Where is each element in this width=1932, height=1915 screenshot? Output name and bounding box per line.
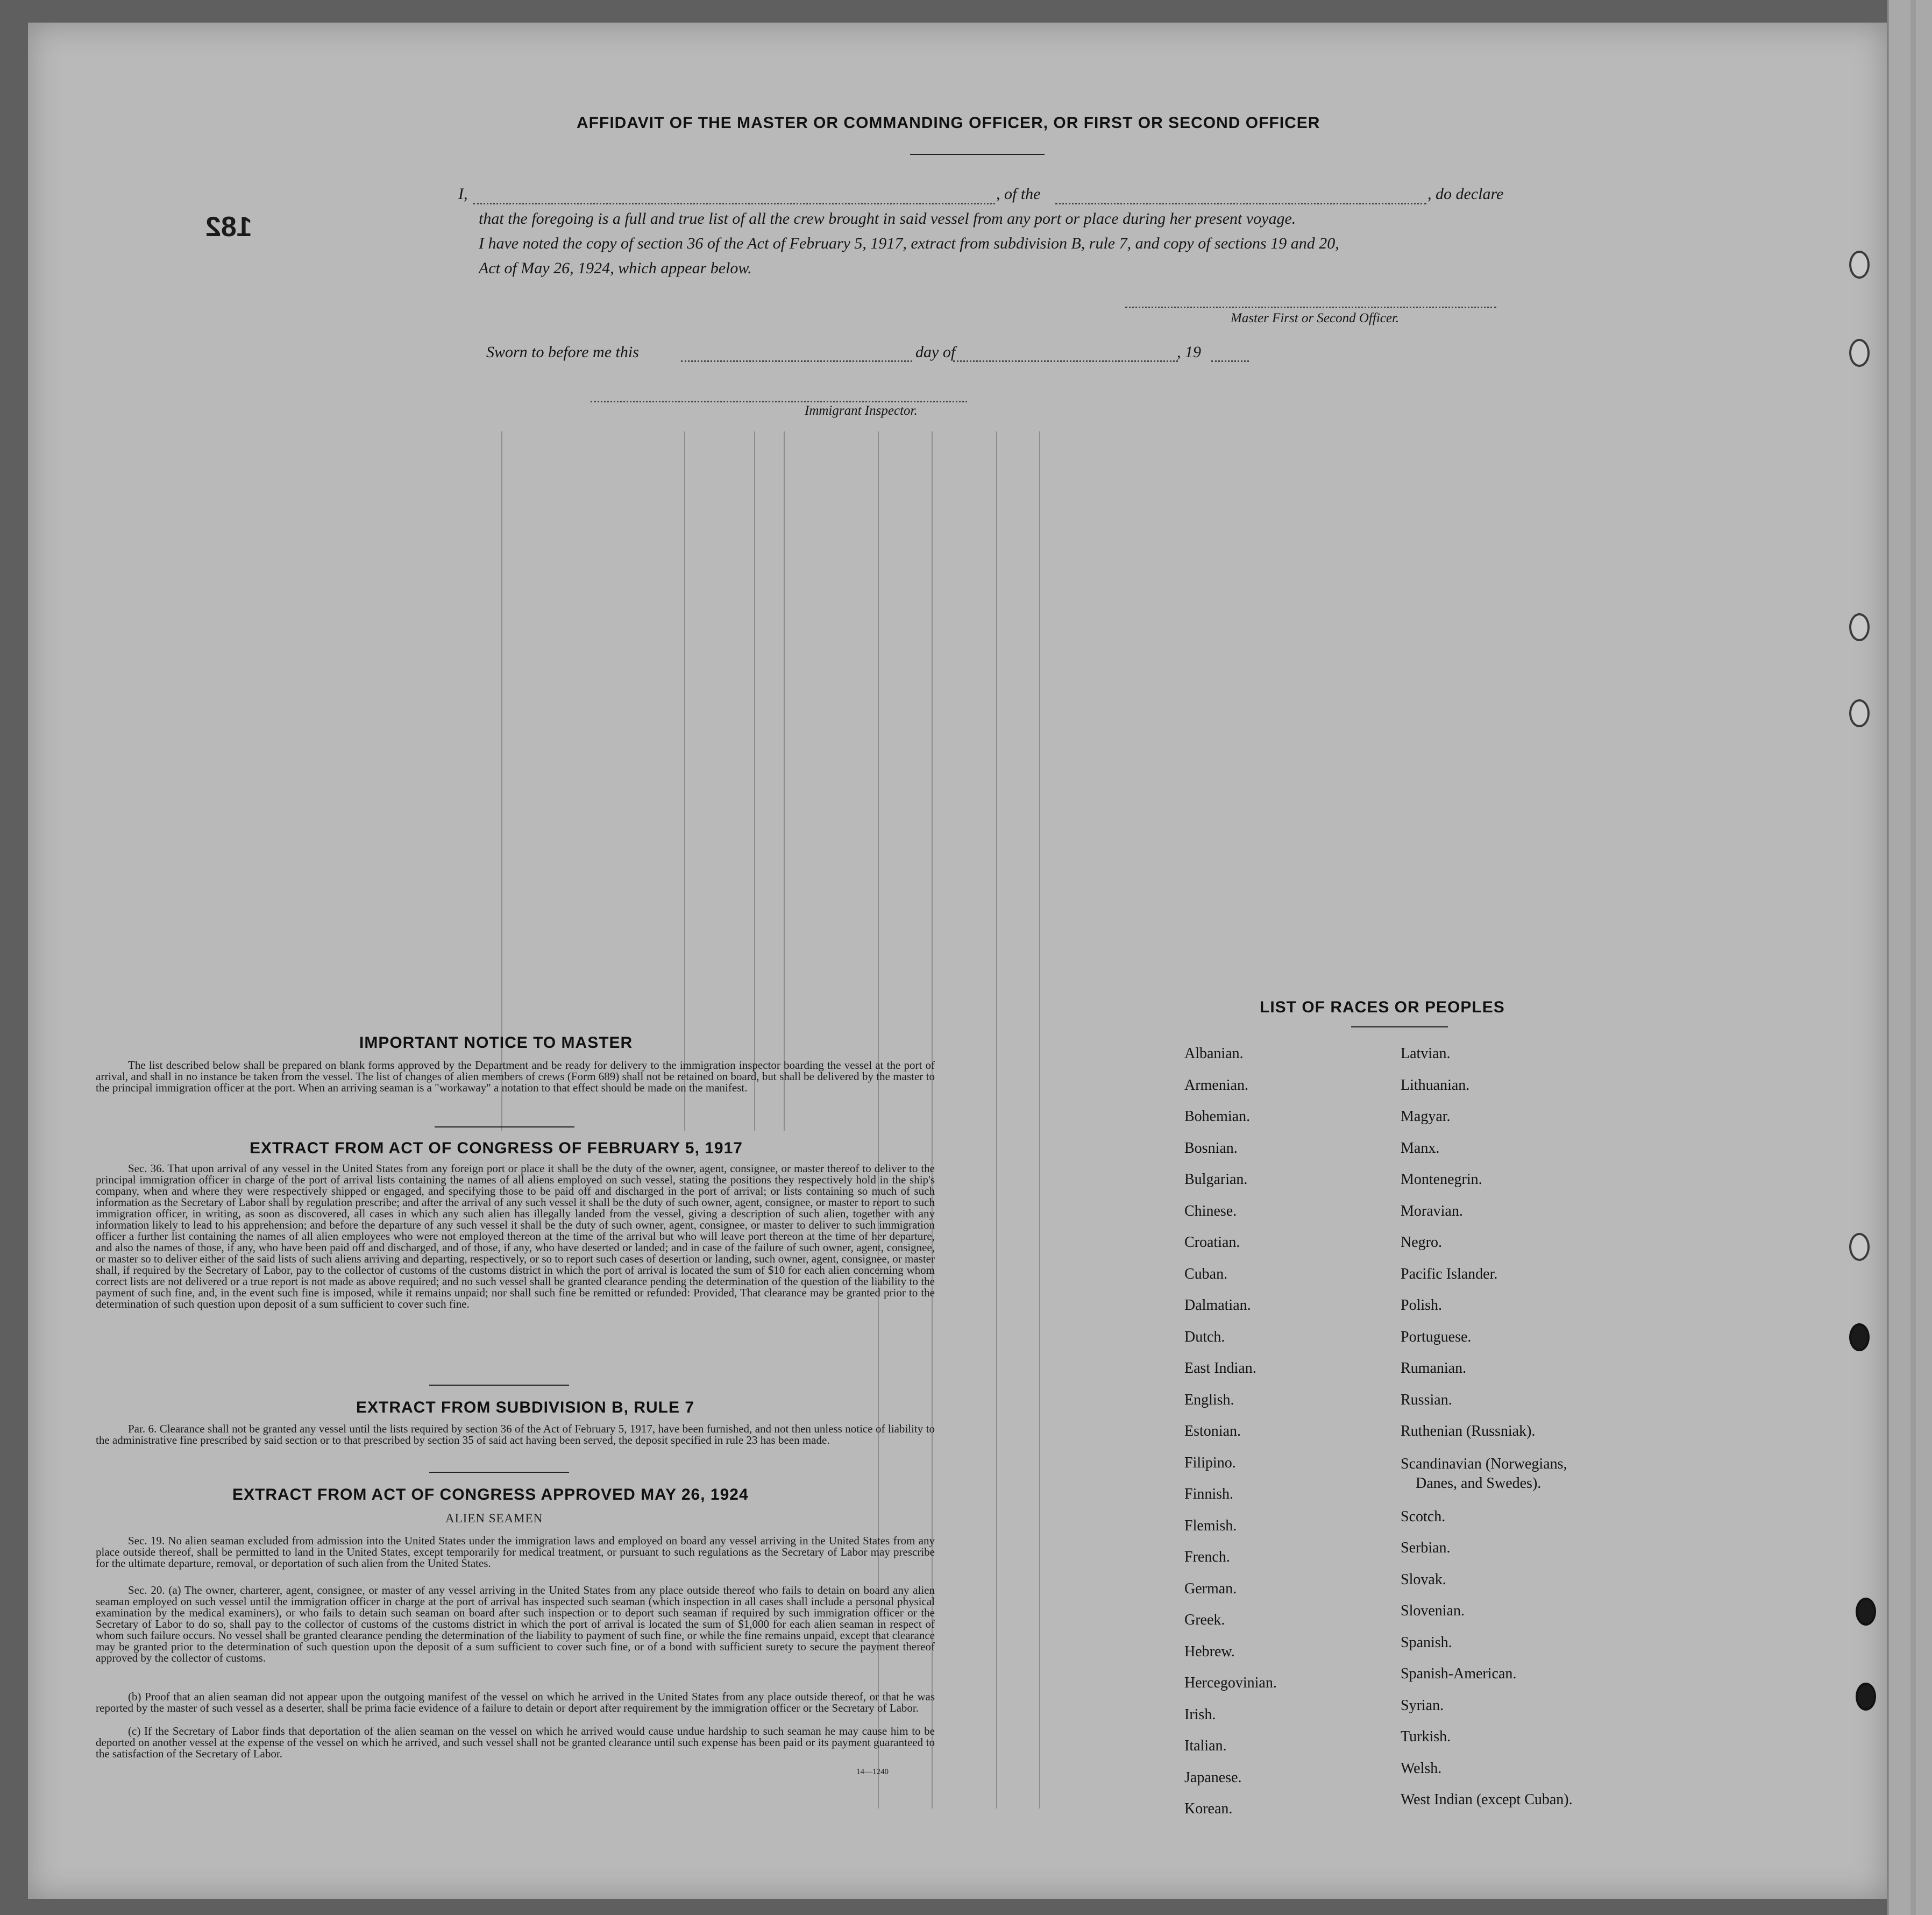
races-title: LIST OF RACES OR PEOPLES bbox=[1260, 998, 1505, 1016]
race-item: English. bbox=[1184, 1391, 1234, 1408]
document-page bbox=[28, 23, 1887, 1899]
race-item: Slovak. bbox=[1401, 1571, 1446, 1588]
race-item: Armenian. bbox=[1184, 1076, 1248, 1094]
race-item: Scotch. bbox=[1401, 1508, 1446, 1525]
race-item: Portuguese. bbox=[1401, 1328, 1472, 1345]
master-signature-label: Master First or Second Officer. bbox=[1231, 311, 1400, 325]
rule7-title: EXTRACT FROM SUBDIVISION B, RULE 7 bbox=[356, 1399, 695, 1416]
race-item: East Indian. bbox=[1184, 1360, 1256, 1377]
alien-seamen-subtitle: ALIEN SEAMEN bbox=[445, 1512, 543, 1525]
affidavit-line-4: Act of May 26, 1924, which appear below. bbox=[479, 259, 752, 277]
punch-hole bbox=[1849, 1323, 1870, 1351]
race-item: Italian. bbox=[1184, 1737, 1227, 1754]
race-item: Filipino. bbox=[1184, 1454, 1236, 1471]
race-item: Turkish. bbox=[1401, 1728, 1451, 1745]
extract-1917-text: Sec. 36. That upon arrival of any vessel in the United States from any foreign port or place it shall be the duty of the owner, agent, consignee, or master thereof to deliver to the principal immigration officer in charge of the port of arrival lists containing the names of all aliens employed on such vessel, stating the positions they respectively hold in the ship's company, when and where they were respectively shipped or engaged, and specifying those to be paid off and discharged in the port of arrival; or lists containing so much of such information as the Secretary of Labor shall by regulation prescribe; and after the arrival of any such vessel it shall be the duty of such owner, agent, consignee, or master to report to such immigration officer, in writing, as soon as discovered, all cases in which any such alien has illegally landed from the vessel, giving a description of such alien, together with any information likely to lead to his apprehension; and before the departure of any such vessel it shall be the duty of such owner, agent, consignee, or master to deliver to such immigration officer a further list containing the names of all alien employees who were not employed thereon at the time of the arrival but who will leave port thereon at the time of her departure, and also the names of those, if any, who have been paid off and discharged, and of those, if any, who have deserted or landed; and in case of the failure of such owner, agent, consignee, or master so to deliver either of the said lists of such aliens arriving and departing, respectively, or so to report such cases of desertion or landing, such owner, agent, consignee, or master shall, if required by the Secretary of Labor, pay to the collector of customs of the customs district in which the port of arrival is located the sum of $10 for each alien concerning whom correct lists are not delivered or a true report is not made as above required; and no such vessel shall be granted clearance pending the determination of the question of the liability to the payment of such fine, and, in the event such fine is imposed, while it remains unpaid; nor shall such fine be remitted or refunded: Provided, That clearance may be granted prior to the determination of such question upon deposit of a sum sufficient to cover such fine. bbox=[96, 1162, 935, 1310]
punch-hole bbox=[1849, 1233, 1870, 1261]
race-item: French. bbox=[1184, 1549, 1230, 1565]
extract-1917-title: EXTRACT FROM ACT OF CONGRESS OF FEBRUARY 5, 1917 bbox=[250, 1139, 743, 1157]
sec20b-text: (b) Proof that an alien seaman did not appear upon the outgoing manifest of the vessel on which he arrived in the United States from any place outside thereof, or that he was reported by the master of such vessel as a deserter, shall be prima facie evidence of a failure to detain or deport after requirement by the immigration officer or the Secretary of Labor. bbox=[96, 1690, 935, 1714]
race-item: Polish. bbox=[1401, 1297, 1443, 1314]
extract-1917-rule bbox=[429, 1385, 569, 1386]
race-item: Manx. bbox=[1401, 1139, 1440, 1157]
punch-hole bbox=[1849, 613, 1870, 641]
race-item: Dutch. bbox=[1184, 1328, 1225, 1345]
race-item: Serbian. bbox=[1401, 1540, 1451, 1556]
punch-hole bbox=[1856, 1683, 1876, 1711]
race-item: Scandinavian (Norwegians, bbox=[1401, 1455, 1567, 1472]
affidavit-line-3: I have noted the copy of section 36 of the Act of February 5, 1917, extract from subdivision B, rule 7, and copy of sections 19 and 20, bbox=[479, 235, 1339, 252]
race-item: Moravian. bbox=[1401, 1202, 1463, 1219]
rule7-text: Par. 6. Clearance shall not be granted any vessel until the lists required by section 36 of the Act of February 5, 1917, have been furnished, and not then unless notice of liability to the administrative fine prescribed by said section or to that prescribed by section 35 of said act having been served, the deposit specified in rule 23 has been made. bbox=[96, 1422, 935, 1446]
race-item: Ruthenian (Russniak). bbox=[1401, 1423, 1536, 1439]
race-item: Lithuanian. bbox=[1401, 1076, 1470, 1094]
race-item: Spanish-American. bbox=[1401, 1665, 1517, 1682]
rule7-rule bbox=[429, 1472, 569, 1473]
stamp-number: 182 bbox=[205, 211, 252, 243]
punch-hole bbox=[1849, 251, 1870, 279]
form-number: 14—1240 bbox=[856, 1768, 889, 1776]
inspector-signature-label: Immigrant Inspector. bbox=[805, 403, 918, 418]
affidavit-rule bbox=[910, 154, 1045, 155]
punch-hole bbox=[1849, 699, 1870, 727]
page-edge-strip bbox=[1910, 0, 1916, 1915]
races-rule bbox=[1351, 1026, 1448, 1027]
notice-title: IMPORTANT NOTICE TO MASTER bbox=[359, 1034, 633, 1052]
master-signature-line bbox=[1125, 307, 1496, 308]
sworn-label: Sworn to before me this bbox=[486, 343, 639, 361]
race-item: Syrian. bbox=[1401, 1697, 1444, 1714]
race-item: Hebrew. bbox=[1184, 1643, 1235, 1660]
sec20a-text: Sec. 20. (a) The owner, charterer, agent, consignee, or master of any vessel arriving in the United States from any place outside thereof who fails to detain on board any alien seaman employed on such vessel until the immigration officer in charge at the port of arrival has inspected such seaman (which inspection in all cases shall include a personal physical examination by the medical examiners), or who fails to detain such seaman on board after such inspection or to deport such seaman if required by such immigration officer or the Secretary of Labor to do so, shall pay to the collector of customs of the customs district in which the port of arrival is located the sum of $1,000 for each alien seaman in respect of whom such failure occurs. No vessel shall be granted clearance pending the determination of the liability to payment of such fine, or while the fine remains unpaid, except that clearance may be granted prior to the determination of such question upon the deposit of a sum sufficient to cover such fine, or of a bond with sufficient surety to secure the payment thereof approved by the collector of customs. bbox=[96, 1584, 935, 1664]
race-item: Bohemian. bbox=[1184, 1108, 1251, 1125]
race-item: Bosnian. bbox=[1184, 1139, 1238, 1157]
race-item: West Indian (except Cuban). bbox=[1401, 1791, 1573, 1808]
race-item: Slovenian. bbox=[1401, 1602, 1465, 1619]
year-label: , 19 bbox=[1177, 343, 1201, 361]
race-item: Spanish. bbox=[1401, 1634, 1452, 1651]
race-item: Albanian. bbox=[1184, 1045, 1244, 1062]
race-item: Pacific Islander. bbox=[1401, 1265, 1498, 1282]
race-item: Irish. bbox=[1184, 1706, 1216, 1723]
race-item: Negro. bbox=[1401, 1234, 1442, 1251]
punch-hole bbox=[1849, 339, 1870, 367]
race-item: Danes, and Swedes). bbox=[1416, 1474, 1542, 1492]
affidavit-i: I, bbox=[458, 185, 468, 203]
race-item: Croatian. bbox=[1184, 1234, 1240, 1251]
race-item: Montenegrin. bbox=[1401, 1171, 1482, 1188]
race-item: Estonian. bbox=[1184, 1423, 1241, 1439]
affidavit-line-2: that the foregoing is a full and true list of all the crew brought in said vessel from any port or place during her present voyage. bbox=[479, 210, 1296, 228]
race-item: Russian. bbox=[1401, 1391, 1452, 1408]
affidavit-declare: , do declare bbox=[1427, 185, 1504, 203]
affidavit-title: AFFIDAVIT OF THE MASTER OR COMMANDING OFFICER, OR FIRST OR SECOND OFFICER bbox=[577, 114, 1320, 132]
sworn-year-blank bbox=[1211, 360, 1249, 362]
sec20c-text: (c) If the Secretary of Labor finds that deportation of the alien seaman on the vessel on which he arrived would cause undue hardship to such seaman he may cause him to be deported on another vessel at the expense of the vessel on which he arrived, and such vessel shall not be granted clearance until such expense has been paid or its payment guaranteed to the satisfaction of the Secretary of Labor. bbox=[96, 1725, 935, 1760]
extract-1924-title: EXTRACT FROM ACT OF CONGRESS APPROVED MAY 26, 1924 bbox=[232, 1486, 749, 1503]
punch-hole bbox=[1856, 1598, 1876, 1626]
notice-rule bbox=[435, 1126, 574, 1127]
notice-text: The list described below shall be prepared on blank forms approved by the Department and be ready for delivery to the immigration inspector boarding the vessel at the port of arrival, and shall in no instance be taken from the vessel. The list of changes of alien members of crews (Form 689) shall not be retained on board, but shall be delivered by the master to the principal immigration officer at the port. When an arriving seaman is a "workaway" a notation to that effect should be made on the manifest. bbox=[96, 1059, 935, 1094]
day-of-label: day of bbox=[915, 343, 956, 361]
races-right-column bbox=[1401, 1038, 1573, 1816]
sworn-month-blank bbox=[953, 360, 1178, 362]
race-item: Cuban. bbox=[1184, 1265, 1228, 1282]
race-item: Latvian. bbox=[1401, 1045, 1451, 1062]
race-item: German. bbox=[1184, 1580, 1237, 1597]
race-item: Bulgarian. bbox=[1184, 1171, 1248, 1188]
race-item: Flemish. bbox=[1184, 1517, 1237, 1534]
affidavit-of-the: , of the bbox=[996, 185, 1041, 203]
race-item: Magyar. bbox=[1401, 1108, 1451, 1125]
race-item: Greek. bbox=[1184, 1612, 1225, 1628]
vessel-blank bbox=[1055, 203, 1426, 204]
sworn-day-blank bbox=[681, 360, 912, 362]
race-item: Japanese. bbox=[1184, 1769, 1242, 1786]
back-page-edge bbox=[1887, 0, 1932, 1915]
race-item: Dalmatian. bbox=[1184, 1297, 1251, 1314]
race-item: Hercegovinian. bbox=[1184, 1675, 1277, 1691]
race-item: Chinese. bbox=[1184, 1202, 1237, 1219]
race-item: Korean. bbox=[1184, 1800, 1233, 1817]
inspector-signature-line bbox=[591, 401, 967, 402]
sec19-text: Sec. 19. No alien seaman excluded from admission into the United States under the immigration laws and employed on board any vessel arriving in the United States from any place outside thereof, shall be permitted to land in the United States, except temporarily for medical treatment, or pursuant to such regulations as the Secretary of Labor may prescribe for the ultimate departure, removal, or deportation of such alien from the United States. bbox=[96, 1534, 935, 1570]
race-item: Rumanian. bbox=[1401, 1360, 1467, 1377]
name-blank bbox=[473, 203, 995, 204]
races-left-column bbox=[1184, 1038, 1277, 1825]
race-item: Finnish. bbox=[1184, 1486, 1234, 1502]
race-item: Welsh. bbox=[1401, 1760, 1442, 1777]
